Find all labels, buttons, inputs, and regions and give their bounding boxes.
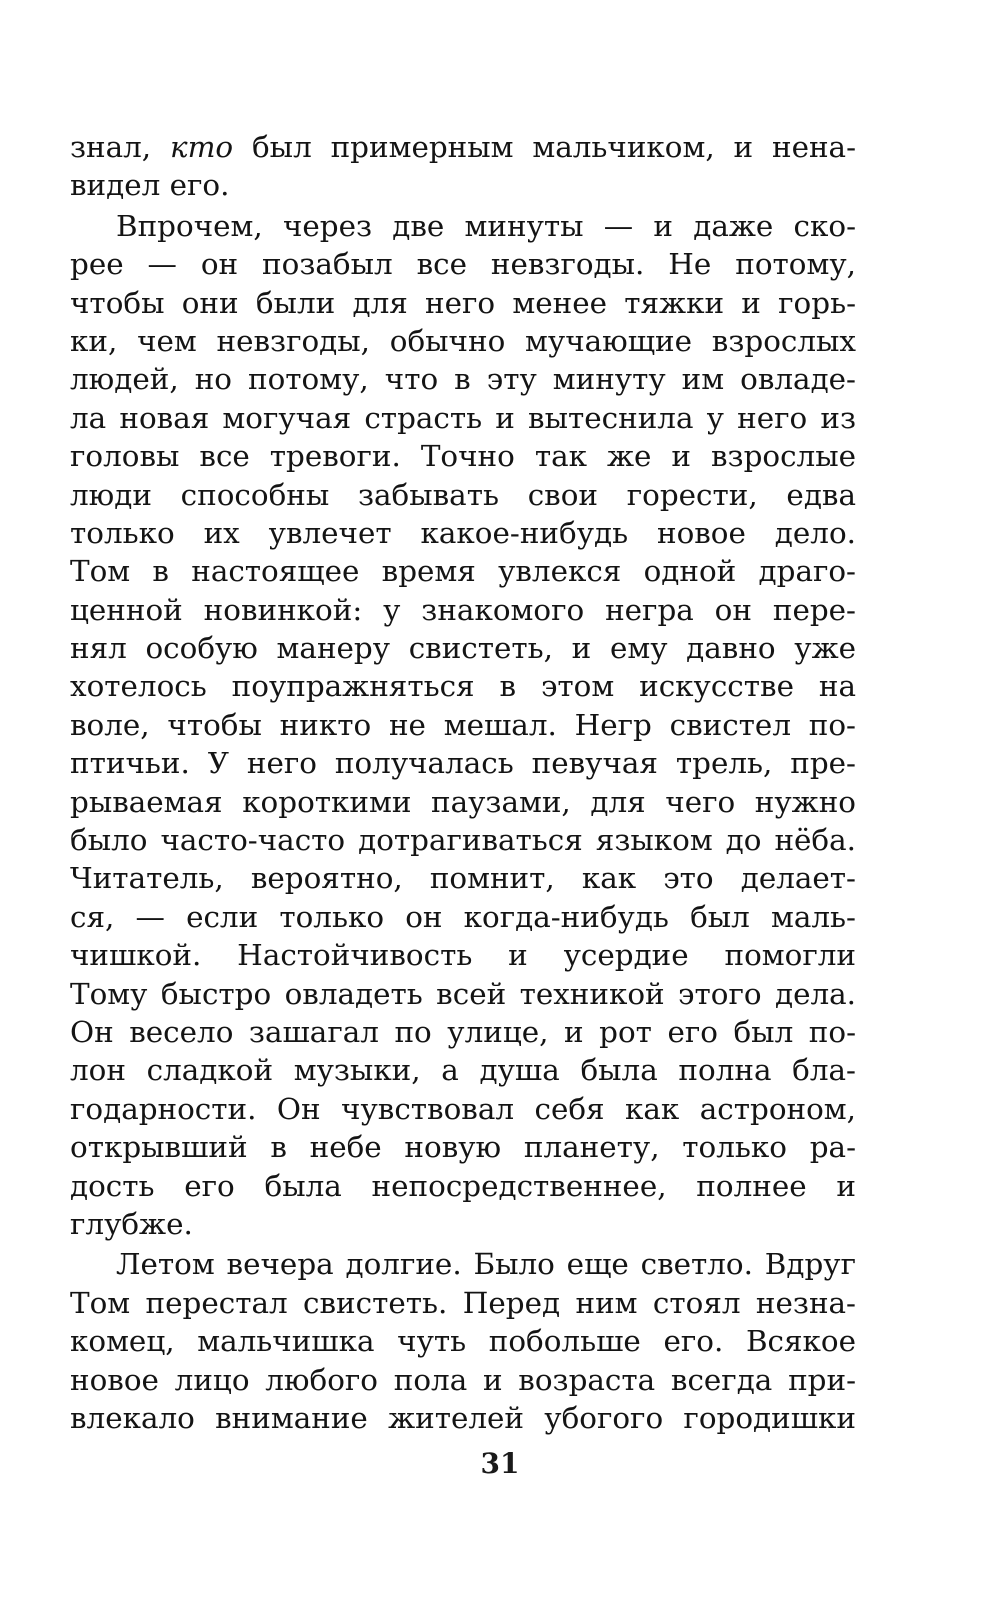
page-number: 31 bbox=[480, 1447, 520, 1480]
text-line: дость его была непосредственнее, полнее и bbox=[70, 1168, 856, 1203]
text-segment: был примерным мальчиком, и нена- bbox=[233, 130, 857, 164]
text-line: нял особую манеру свистеть, и ему давно уже bbox=[70, 631, 856, 666]
text-line: чтобы они были для него менее тяжки и горь- bbox=[70, 285, 856, 320]
text-line: чишкой. Настойчивость и усердие помогли bbox=[70, 938, 856, 973]
italic-word: кто bbox=[170, 130, 234, 164]
text-line: глубже. bbox=[70, 1206, 193, 1241]
text-line: хотелось поупражняться в этом искусстве на bbox=[70, 669, 856, 704]
text-line: Он весело зашагал по улице, и рот его был по- bbox=[70, 1014, 856, 1049]
text-line: видел его. bbox=[70, 168, 230, 203]
text-line: влекало внимание жителей убогого городишки bbox=[70, 1400, 856, 1435]
book-page-text bbox=[70, 128, 856, 1437]
text-line: ся, — если только он когда-нибудь был маль- bbox=[70, 899, 856, 934]
text-line: ценной новинкой: у знакомого негра он пере- bbox=[70, 592, 856, 627]
paragraph-3 bbox=[70, 1245, 856, 1437]
text-line: Том в настоящее время увлекся одной драго- bbox=[70, 554, 856, 589]
text-line: ки, чем невзгоды, обычно мучающие взрослых bbox=[70, 323, 856, 358]
text-line: Впрочем, через две минуты — и даже ско- bbox=[116, 208, 856, 243]
text-line: было часто-часто дотрагиваться языком до нёба. bbox=[70, 823, 856, 858]
text-line: открывший в небе новую планету, только ра- bbox=[70, 1130, 856, 1165]
paragraph-1 bbox=[70, 128, 856, 205]
text-segment: знал, bbox=[70, 130, 171, 164]
text-line: воле, чтобы никто не мешал. Негр свистел по- bbox=[70, 707, 856, 742]
text-line: комец, мальчишка чуть побольше его. Всякое bbox=[70, 1324, 856, 1359]
text-line: люди способны забывать свои горести, едва bbox=[70, 477, 856, 512]
text-line bbox=[70, 128, 856, 166]
text-line: только их увлечет какое-нибудь новое дело. bbox=[70, 515, 856, 550]
text-line: годарности. Он чувствовал себя как астроном, bbox=[70, 1091, 856, 1126]
text-line: головы все тревоги. Точно так же и взрослые bbox=[70, 439, 856, 474]
text-line: ла новая могучая страсть и вытеснила у него из bbox=[70, 400, 856, 435]
text-line: птичьи. У него получалась певучая трель, пре- bbox=[70, 746, 856, 781]
text-line: Летом вечера долгие. Было еще светло. Вдруг bbox=[116, 1247, 856, 1282]
text-line: рее — он позабыл все невзгоды. Не потому, bbox=[70, 247, 856, 282]
text-line: новое лицо любого пола и возраста всегда при- bbox=[70, 1362, 856, 1397]
text-line: людей, но потому, что в эту минуту им овладе- bbox=[70, 362, 856, 397]
text-line: Читатель, вероятно, помнит, как это делает- bbox=[70, 861, 856, 896]
text-line: Том перестал свистеть. Перед ним стоял незна- bbox=[70, 1285, 856, 1320]
text-line: лон сладкой музыки, а душа была полна бла- bbox=[70, 1053, 856, 1088]
text-line: Тому быстро овладеть всей техникой этого дела. bbox=[70, 976, 856, 1011]
paragraph-2 bbox=[70, 207, 856, 1244]
text-line: рываемая короткими паузами, для чего нужно bbox=[70, 784, 856, 819]
